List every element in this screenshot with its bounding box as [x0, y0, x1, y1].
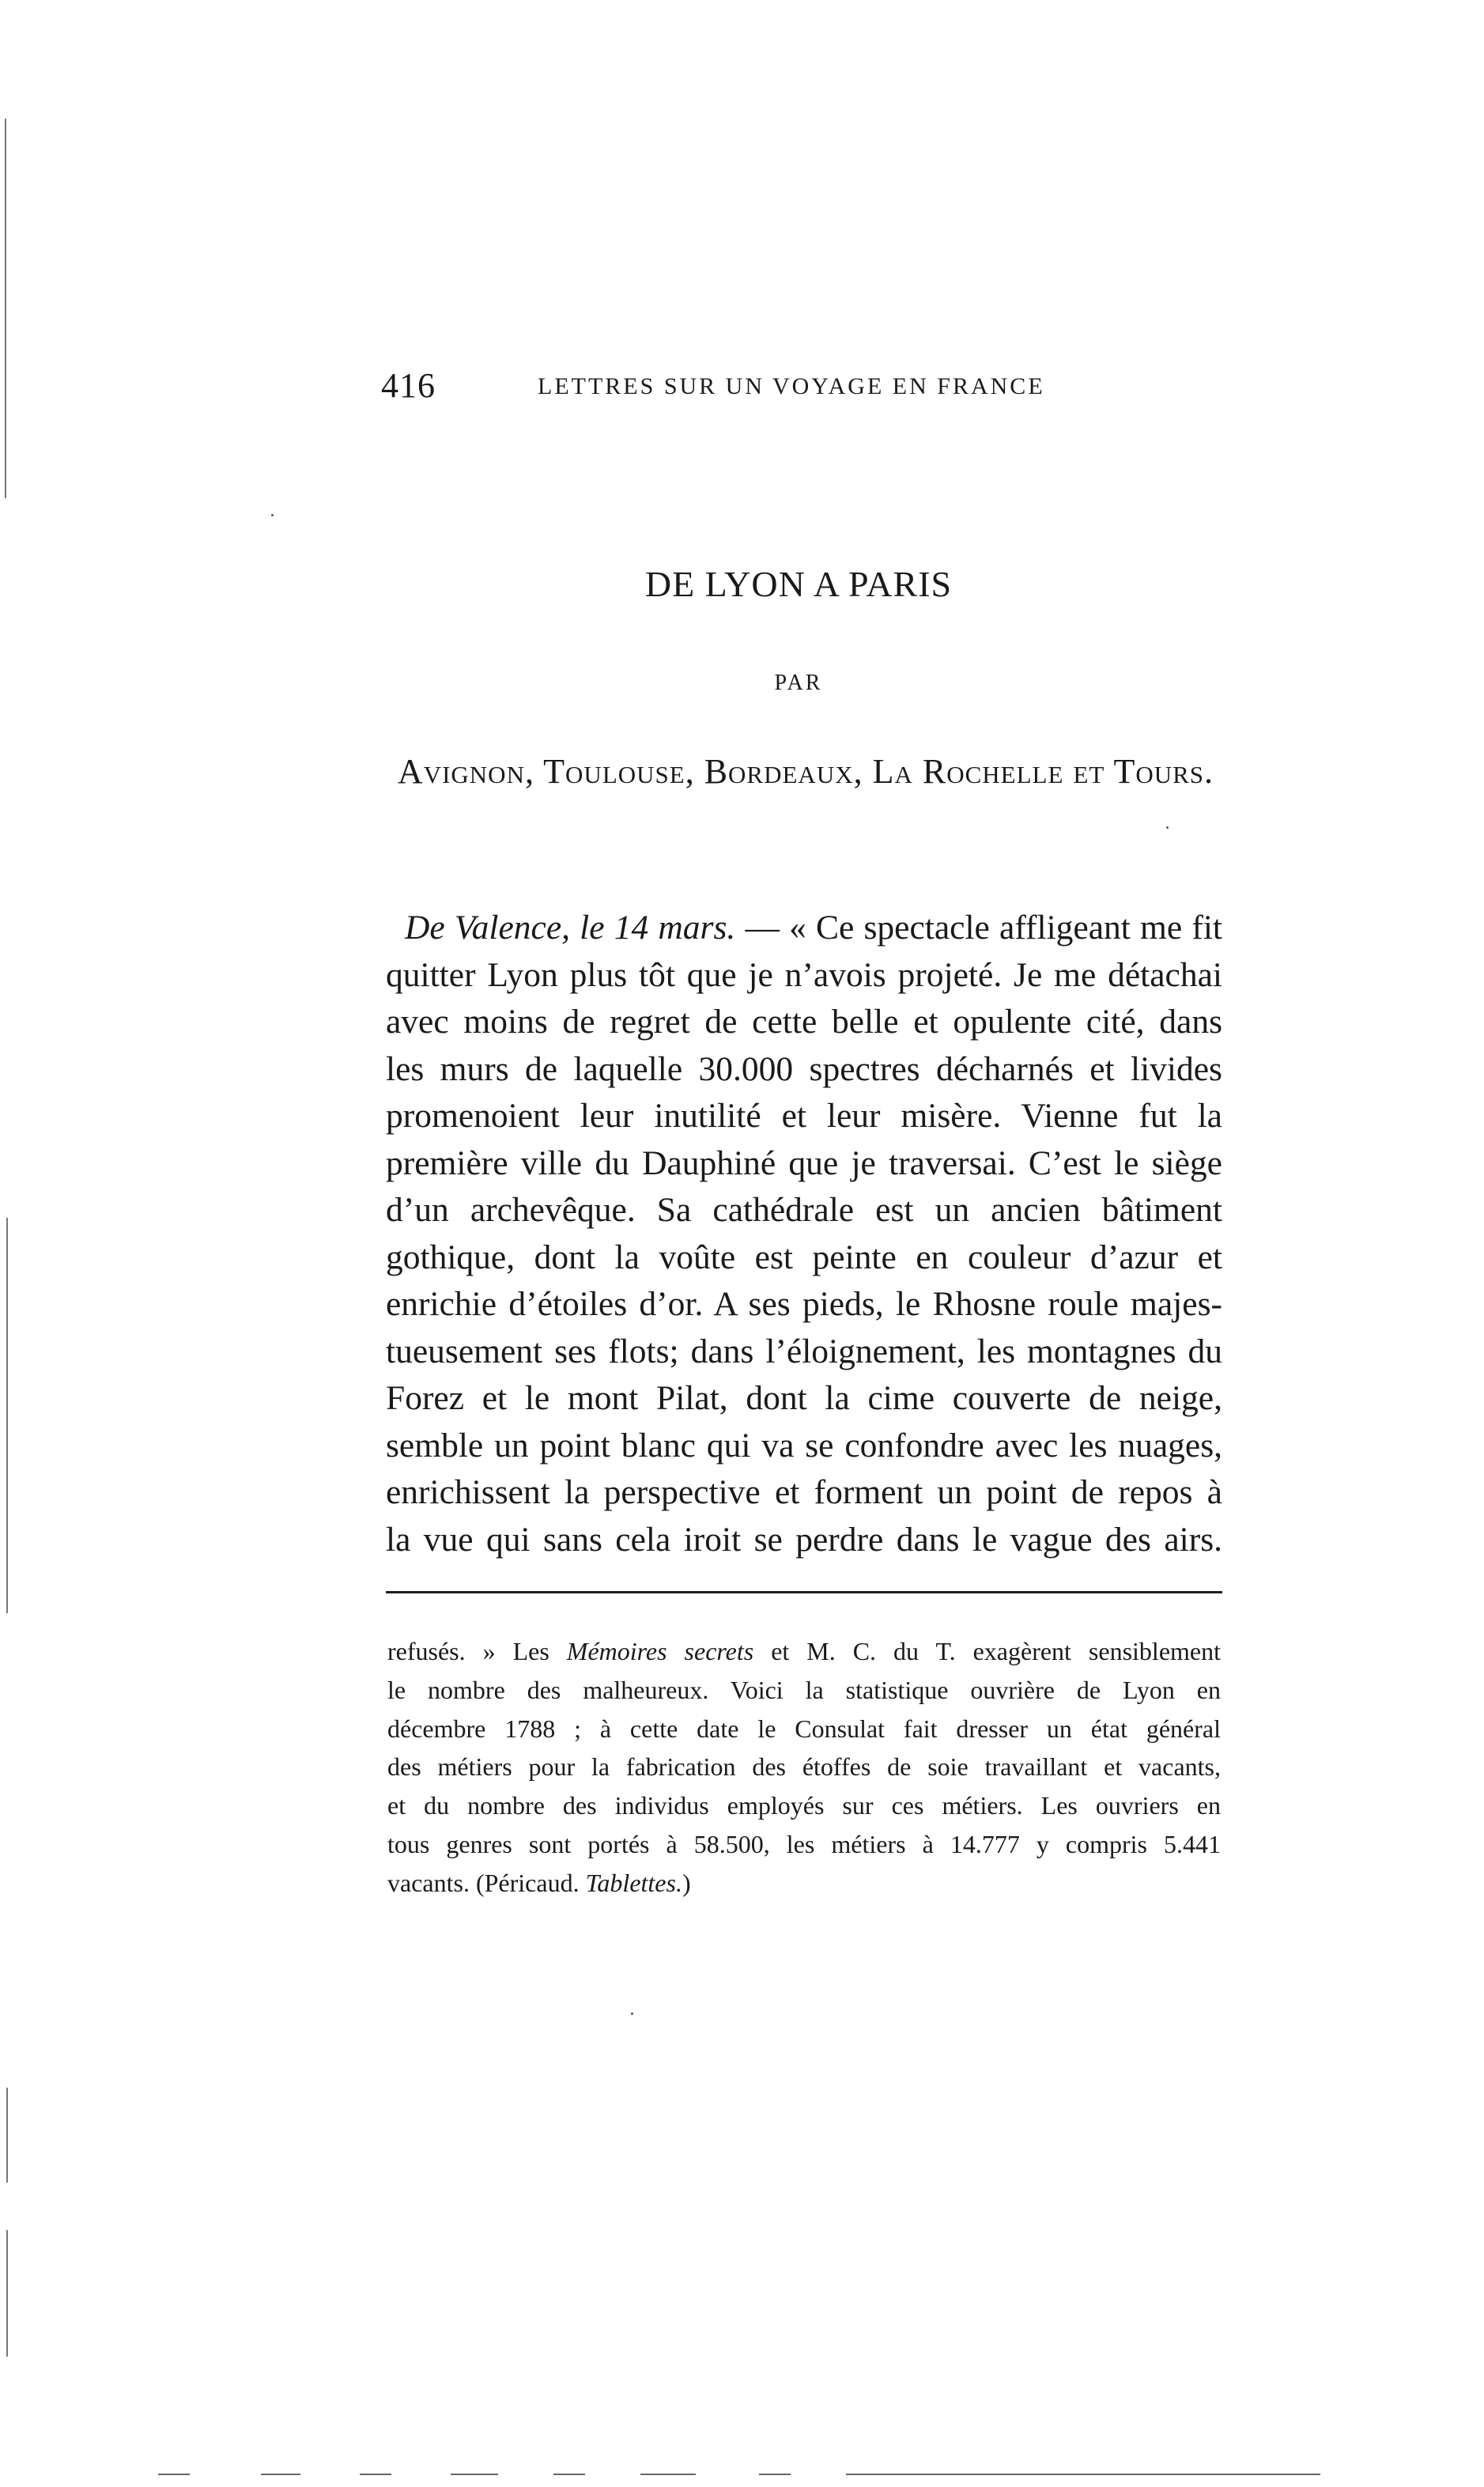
footnote-text: vacants. (Péricaud.: [387, 1868, 586, 1897]
footnote-text: ): [682, 1868, 691, 1897]
scan-speck: [631, 2013, 633, 2015]
section-subtitle: Avignon, Toulouse, Bordeaux, La Rochelle et Tours.: [397, 752, 1214, 791]
body-line: d’un archevêque. Sa cathédrale est un ancien bâtiment: [386, 1191, 1222, 1229]
scan-bottom-mark: [360, 2474, 391, 2475]
body-line-rest: — « Ce spectacle affligeant me fit: [735, 909, 1222, 947]
body-line: gothique, dont la voûte est peinte en couleur d’azur et: [386, 1238, 1222, 1276]
scan-bottom-mark: [158, 2474, 190, 2475]
scan-edge-line: [6, 2230, 8, 2357]
body-line: enrichissent la perspective et forment un point de repos à: [386, 1473, 1222, 1511]
body-line: la vue qui sans cela iroit se perdre dans le vague des airs.: [386, 1520, 1222, 1559]
footnote-line: [387, 1864, 1221, 1903]
scan-edge-line: [6, 1218, 8, 1613]
footnote-line: le nombre des malheureux. Voici la statistique ouvrière de Lyon en: [387, 1675, 1221, 1704]
body-line: les murs de laquelle 30.000 spectres décharnés et livides: [386, 1049, 1222, 1088]
body-line: promenoient leur inutilité et leur misère. Vienne fut la: [386, 1097, 1222, 1135]
body-line: quitter Lyon plus tôt que je n’avois projeté. Je me détachai: [386, 955, 1222, 994]
footnote-italic-title: Mémoires secrets: [566, 1637, 754, 1665]
scan-bottom-mark: [261, 2474, 300, 2475]
scan-bottom-mark: [640, 2474, 696, 2475]
body-line: première ville du Dauphiné que je traversai. C’est le siège: [386, 1143, 1222, 1182]
footnote-line: décembre 1788 ; à cette date le Consulat fait dresser un état général: [387, 1714, 1221, 1743]
body-line: avec moins de regret de cette belle et opulente cité, dans: [386, 1003, 1222, 1041]
body-line: [386, 905, 1222, 952]
footnote-text: refusés. » Les: [387, 1637, 567, 1665]
body-line: enrichie d’étoiles d’or. A ses pieds, le Rhosne roule majes-: [386, 1285, 1222, 1323]
scan-bottom-mark: [759, 2474, 791, 2475]
scan-speck: [1166, 826, 1169, 829]
body-paragraph: [386, 905, 1222, 1563]
scan-edge-line: [5, 119, 6, 498]
section-title: DE LYON A PARIS: [644, 564, 953, 604]
running-title: LETTRES SUR UN VOYAGE EN FRANCE: [538, 373, 1045, 399]
footnote-line: et du nombre des individus employés sur ces métiers. Les ouvriers en: [387, 1791, 1221, 1820]
body-line: Forez et le mont Pilat, dont la cime couverte de neige,: [386, 1379, 1222, 1417]
body-line: semble un point blanc qui va se confondre avec les nuages,: [386, 1426, 1222, 1465]
footnote-text: et M. C. du T. exagèrent sensiblement: [753, 1637, 1222, 1665]
scan-bottom-mark: [451, 2474, 498, 2475]
body-line: tueusement ses flots; dans l’éloignement, les montagnes du: [386, 1332, 1222, 1370]
footnote-line: des métiers pour la fabrication des étoffes de soie travaillant et vacants,: [387, 1752, 1221, 1782]
scan-speck: [271, 514, 274, 516]
scan-bottom-mark: [553, 2474, 585, 2475]
footnote-rule: [386, 1591, 1222, 1593]
footnote: [387, 1632, 1221, 1903]
footnote-line: [387, 1632, 1221, 1671]
page-number: 416: [381, 366, 436, 405]
scan-bottom-mark: [846, 2474, 1320, 2475]
footnote-line: tous genres sont portés à 58.500, les métiers à 14.777 y compris 5.441: [387, 1829, 1221, 1858]
footnote-italic-source: Tablettes.: [585, 1868, 682, 1897]
section-connector: PAR: [774, 671, 823, 695]
scan-edge-line: [6, 2088, 8, 2183]
dateline: De Valence, le 14 mars.: [405, 909, 736, 947]
